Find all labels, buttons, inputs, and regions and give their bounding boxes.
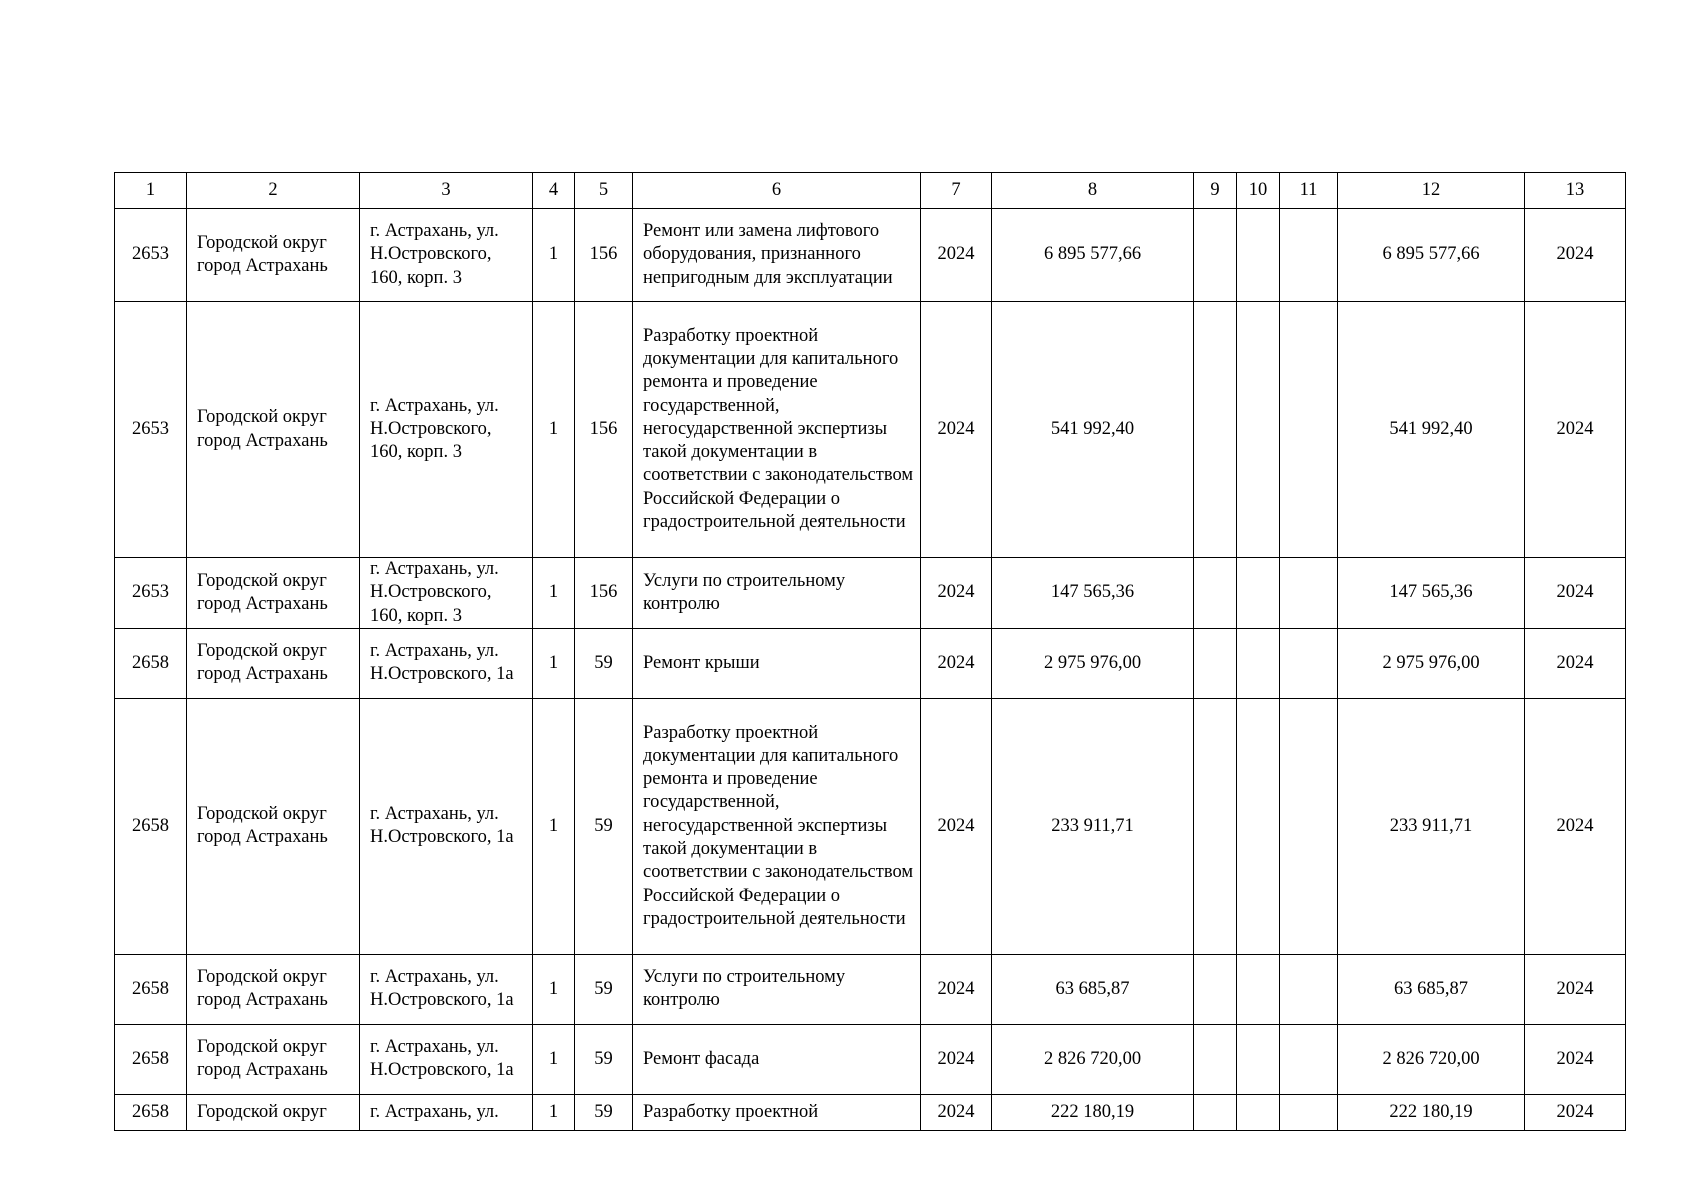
cell-work-type: Ремонт или замена лифтового оборудования, признанного непригодным для эксплуатации bbox=[633, 209, 921, 302]
cell-col4: 1 bbox=[533, 954, 575, 1024]
cell-cost-total: 63 685,87 bbox=[1338, 954, 1525, 1024]
column-header: 4 bbox=[533, 173, 575, 209]
cell-year-end: 2024 bbox=[1525, 1024, 1626, 1094]
cell-col10 bbox=[1237, 698, 1280, 954]
cell-col9 bbox=[1194, 954, 1237, 1024]
table-row bbox=[115, 1094, 1626, 1130]
column-number-row bbox=[115, 173, 1626, 209]
cell-id: 2653 bbox=[115, 558, 187, 629]
cell-address: г. Астрахань, ул. bbox=[360, 1094, 533, 1130]
cell-municipality: Городской округ город Астрахань bbox=[187, 698, 360, 954]
cell-municipality: Городской округ город Астрахань bbox=[187, 302, 360, 558]
cell-col10 bbox=[1237, 209, 1280, 302]
cell-year-end: 2024 bbox=[1525, 209, 1626, 302]
cell-col10 bbox=[1237, 1094, 1280, 1130]
cell-work-type: Разработку проектной документации для капитального ремонта и проведение государственной, негосударственной экспертизы такой документации в соответствии с законодательством Российской Федерации о градостроительной деятельности bbox=[633, 698, 921, 954]
cell-col4: 1 bbox=[533, 209, 575, 302]
cell-id: 2658 bbox=[115, 1024, 187, 1094]
cell-col5: 156 bbox=[575, 302, 633, 558]
cell-col10 bbox=[1237, 1024, 1280, 1094]
cell-municipality: Городской округ город Астрахань bbox=[187, 954, 360, 1024]
cell-cost-total: 222 180,19 bbox=[1338, 1094, 1525, 1130]
cell-cost-total: 147 565,36 bbox=[1338, 558, 1525, 629]
cell-cost: 541 992,40 bbox=[992, 302, 1194, 558]
table-row bbox=[115, 698, 1626, 954]
cell-year: 2024 bbox=[921, 302, 992, 558]
cell-col11 bbox=[1280, 954, 1338, 1024]
table-row bbox=[115, 628, 1626, 698]
cell-address: г. Астрахань, ул. Н.Островского, 160, корп. 3 bbox=[360, 302, 533, 558]
cell-year: 2024 bbox=[921, 558, 992, 629]
cell-municipality: Городской округ город Астрахань bbox=[187, 558, 360, 629]
capital-repair-table bbox=[114, 172, 1626, 1131]
cell-address: г. Астрахань, ул. Н.Островского, 160, корп. 3 bbox=[360, 558, 533, 629]
cell-col5: 156 bbox=[575, 209, 633, 302]
cell-col5: 59 bbox=[575, 1094, 633, 1130]
cell-municipality: Городской округ город Астрахань bbox=[187, 628, 360, 698]
column-header: 5 bbox=[575, 173, 633, 209]
cell-cost-total: 2 826 720,00 bbox=[1338, 1024, 1525, 1094]
cell-id: 2658 bbox=[115, 628, 187, 698]
cell-municipality: Городской округ город Астрахань bbox=[187, 209, 360, 302]
cell-id: 2658 bbox=[115, 698, 187, 954]
cell-col11 bbox=[1280, 698, 1338, 954]
cell-year-end: 2024 bbox=[1525, 698, 1626, 954]
column-header: 10 bbox=[1237, 173, 1280, 209]
cell-work-type: Ремонт фасада bbox=[633, 1024, 921, 1094]
column-header: 3 bbox=[360, 173, 533, 209]
cell-id: 2658 bbox=[115, 954, 187, 1024]
cell-cost: 63 685,87 bbox=[992, 954, 1194, 1024]
cell-col4: 1 bbox=[533, 302, 575, 558]
cell-col10 bbox=[1237, 628, 1280, 698]
column-header: 13 bbox=[1525, 173, 1626, 209]
cell-col10 bbox=[1237, 954, 1280, 1024]
column-header: 9 bbox=[1194, 173, 1237, 209]
table-row bbox=[115, 1024, 1626, 1094]
cell-cost: 147 565,36 bbox=[992, 558, 1194, 629]
cell-year: 2024 bbox=[921, 1024, 992, 1094]
cell-cost-total: 541 992,40 bbox=[1338, 302, 1525, 558]
cell-work-type: Услуги по строительному контролю bbox=[633, 954, 921, 1024]
cell-col5: 59 bbox=[575, 698, 633, 954]
cell-col4: 1 bbox=[533, 1024, 575, 1094]
table-row bbox=[115, 954, 1626, 1024]
cell-col11 bbox=[1280, 209, 1338, 302]
cell-year-end: 2024 bbox=[1525, 628, 1626, 698]
cell-col9 bbox=[1194, 1024, 1237, 1094]
table-row bbox=[115, 558, 1626, 629]
cell-work-type: Ремонт крыши bbox=[633, 628, 921, 698]
cell-cost: 222 180,19 bbox=[992, 1094, 1194, 1130]
cell-year-end: 2024 bbox=[1525, 558, 1626, 629]
column-header: 6 bbox=[633, 173, 921, 209]
cell-col9 bbox=[1194, 209, 1237, 302]
cell-col4: 1 bbox=[533, 1094, 575, 1130]
cell-cost-total: 2 975 976,00 bbox=[1338, 628, 1525, 698]
cell-id: 2653 bbox=[115, 302, 187, 558]
table-row bbox=[115, 209, 1626, 302]
cell-year: 2024 bbox=[921, 954, 992, 1024]
cell-col11 bbox=[1280, 1024, 1338, 1094]
cell-address: г. Астрахань, ул. Н.Островского, 1а bbox=[360, 628, 533, 698]
cell-col11 bbox=[1280, 1094, 1338, 1130]
cell-municipality: Городской округ bbox=[187, 1094, 360, 1130]
column-header: 12 bbox=[1338, 173, 1525, 209]
cell-work-type: Разработку проектной bbox=[633, 1094, 921, 1130]
cell-year: 2024 bbox=[921, 628, 992, 698]
cell-col9 bbox=[1194, 1094, 1237, 1130]
cell-work-type: Услуги по строительному контролю bbox=[633, 558, 921, 629]
cell-cost-total: 6 895 577,66 bbox=[1338, 209, 1525, 302]
cell-col5: 59 bbox=[575, 628, 633, 698]
cell-municipality: Городской округ город Астрахань bbox=[187, 1024, 360, 1094]
column-header: 7 bbox=[921, 173, 992, 209]
cell-id: 2653 bbox=[115, 209, 187, 302]
cell-cost: 2 975 976,00 bbox=[992, 628, 1194, 698]
cell-col5: 156 bbox=[575, 558, 633, 629]
cell-col5: 59 bbox=[575, 1024, 633, 1094]
cell-id: 2658 bbox=[115, 1094, 187, 1130]
column-header: 1 bbox=[115, 173, 187, 209]
cell-col9 bbox=[1194, 558, 1237, 629]
cell-year-end: 2024 bbox=[1525, 302, 1626, 558]
cell-col11 bbox=[1280, 628, 1338, 698]
cell-year: 2024 bbox=[921, 209, 992, 302]
cell-cost: 233 911,71 bbox=[992, 698, 1194, 954]
table-row bbox=[115, 302, 1626, 558]
cell-col4: 1 bbox=[533, 558, 575, 629]
cell-year: 2024 bbox=[921, 698, 992, 954]
cell-col5: 59 bbox=[575, 954, 633, 1024]
cell-col11 bbox=[1280, 558, 1338, 629]
cell-cost: 6 895 577,66 bbox=[992, 209, 1194, 302]
cell-col10 bbox=[1237, 558, 1280, 629]
cell-col11 bbox=[1280, 302, 1338, 558]
cell-year-end: 2024 bbox=[1525, 1094, 1626, 1130]
cell-col4: 1 bbox=[533, 698, 575, 954]
cell-col10 bbox=[1237, 302, 1280, 558]
column-header: 11 bbox=[1280, 173, 1338, 209]
cell-address: г. Астрахань, ул. Н.Островского, 1а bbox=[360, 954, 533, 1024]
cell-col4: 1 bbox=[533, 628, 575, 698]
cell-cost-total: 233 911,71 bbox=[1338, 698, 1525, 954]
cell-address: г. Астрахань, ул. Н.Островского, 1а bbox=[360, 1024, 533, 1094]
cell-address: г. Астрахань, ул. Н.Островского, 1а bbox=[360, 698, 533, 954]
column-header: 2 bbox=[187, 173, 360, 209]
cell-work-type: Разработку проектной документации для капитального ремонта и проведение государственной, негосударственной экспертизы такой документации в соответствии с законодательством Российской Федерации о градостроительной деятельности bbox=[633, 302, 921, 558]
cell-col9 bbox=[1194, 302, 1237, 558]
cell-cost: 2 826 720,00 bbox=[992, 1024, 1194, 1094]
cell-col9 bbox=[1194, 628, 1237, 698]
column-header: 8 bbox=[992, 173, 1194, 209]
cell-col9 bbox=[1194, 698, 1237, 954]
cell-address: г. Астрахань, ул. Н.Островского, 160, корп. 3 bbox=[360, 209, 533, 302]
cell-year: 2024 bbox=[921, 1094, 992, 1130]
cell-year-end: 2024 bbox=[1525, 954, 1626, 1024]
